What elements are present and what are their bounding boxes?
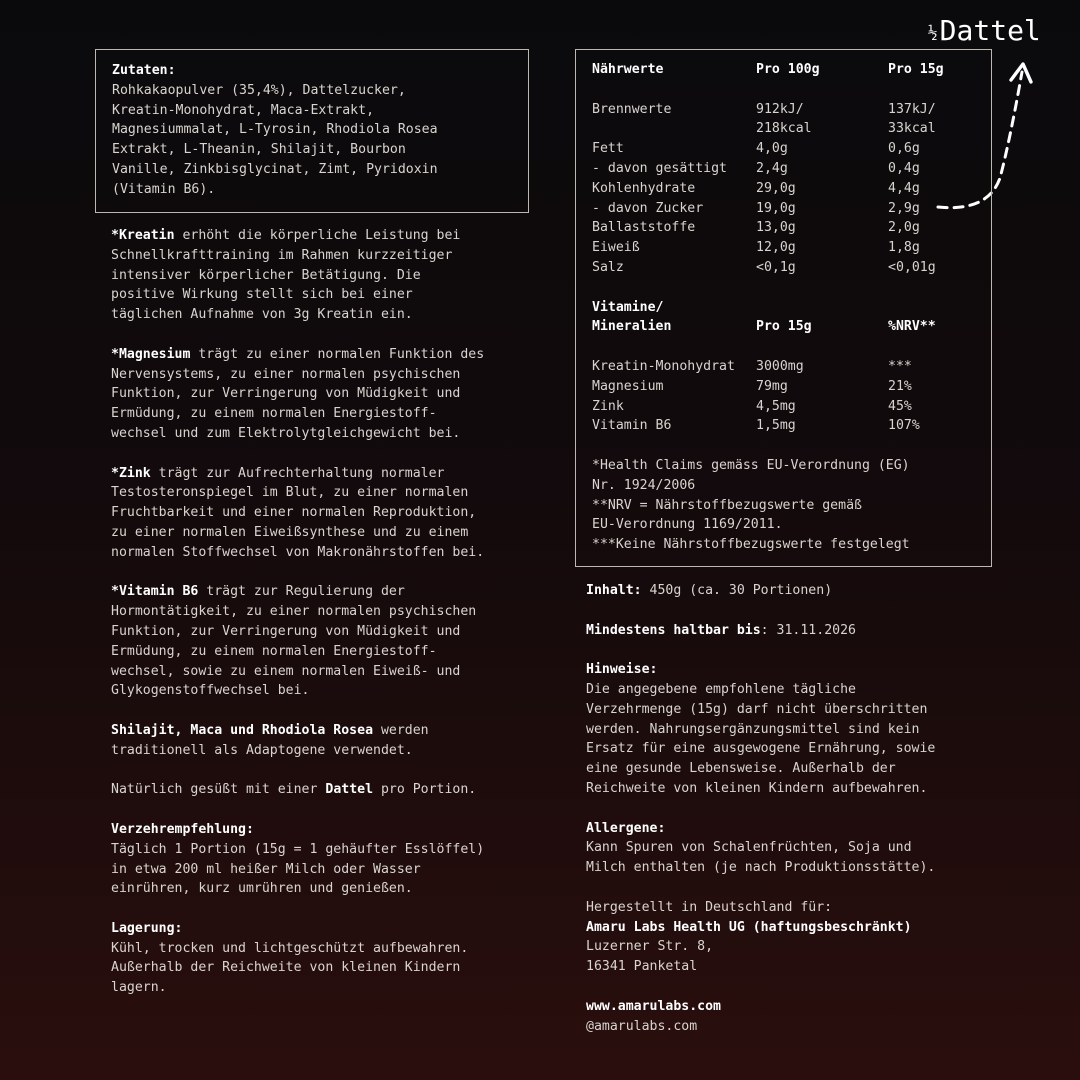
mindesthaltbarkeit: Mindestens haltbar bis: 31.11.2026 (586, 622, 856, 638)
footnote-line: *Health Claims gemäss EU-Verordnung (EG) (592, 457, 910, 473)
table-row: - davon gesättigt 2,4g 0,4g (592, 160, 920, 176)
nutrition-table (575, 49, 992, 567)
table-row: Ballaststoffe 13,0g 2,0g (592, 220, 920, 236)
claim-adaptogene: Shilajit, Maca und Rhodiola Rosea werden traditionell als Adaptogene verwendet. (111, 722, 429, 758)
table-row: Fett 4,0g 0,6g (592, 141, 920, 157)
hinweise: Hinweise: Die angegebene empfohlene tägliche Verzehrmenge (15g) darf nicht überschritten werden. Nahrungsergänzungsmittel sind kein Ersatz für eine ausgewogene Ernährung, sowie eine gesunde Lebensweise. Außerhalb der Reichweite von kleinen Kindern aufbewahren. (586, 662, 936, 796)
footnote-line: ***Keine Nährstoffbezugswerte festgelegt (592, 537, 910, 553)
contact (586, 997, 1006, 1037)
claim-kreatin: *Kreatin erhöht die körperliche Leistung bei Schnellkrafttraining im Rahmen kurzzeitiger intensiver körperlicher Betätigung. Die positive Wirkung stellt sich bei einer täglichen Aufnahme von 3g Kreatin ein. (111, 228, 461, 323)
ingredients-line: Rohkakaopulver (35,4%), Dattelzucker, (112, 82, 406, 98)
table-row: Vitamin B6 1,5mg 107% (592, 418, 920, 434)
ingredients-line: Magnesiummalat, L-Tyrosin, Rhodiola Rosea (112, 122, 438, 138)
table-row: Eiweiß 12,0g 1,8g (592, 240, 920, 256)
claim-zink: *Zink trägt zur Aufrechterhaltung normaler Testosteronspiegel im Blut, zu einer normalen Fruchtbarkeit und einer normalen Reproduktion, zu einer normalen Eiweißsynthese und zu einem normalen Stoffwechsel von Makronährstoffen bei. (111, 465, 485, 560)
claim-vitamin-b6: *Vitamin B6 trägt zur Regulierung der Hormontätigkeit, zu einer normalen psychischen Funktion, zur Verringerung von Müdigkeit und Ermüdung, zu einem normalen Energiestoff- wechsel, sowie zu einem normalen Eiweiß- und Glykogenstoffwechsel bei. (111, 584, 477, 699)
social-handle[interactable]: @amarulabs.com (586, 1018, 698, 1034)
table-row: 218kcal 33kcal (756, 121, 936, 137)
table-row: Brennwerte 912kJ/ 137kJ/ (592, 101, 936, 117)
badge-word: Dattel (939, 14, 1041, 47)
badge-fraction: ½ (928, 23, 938, 42)
verzehrempfehlung: Verzehrempfehlung: Täglich 1 Portion (15g = 1 gehäufter Esslöffel) in etwa 200 ml heißer Milch oder Wasser einrühren, kurz umrühren und genießen. (111, 821, 485, 897)
vitamin-header-row: Vitamine/ (592, 299, 664, 315)
claim-dattel: Natürlich gesüßt mit einer Dattel pro Portion. (111, 782, 477, 798)
inhalt: Inhalt: 450g (ca. 30 Portionen) (586, 583, 833, 598)
ingredients-line: Extrakt, L-Theanin, Shilajit, Bourbon (112, 142, 406, 158)
dattel-badge (928, 14, 1041, 48)
hersteller: Hergestellt in Deutschland für: Amaru Labs Health UG (haftungsbeschränkt) Luzerner Str. 8, 16341 Panketal (586, 899, 912, 975)
left-column (111, 226, 541, 1018)
ingredients-title: Zutaten: (112, 63, 176, 78)
ingredients-line: (Vitamin B6). (112, 181, 216, 197)
vitamin-header-row: Mineralien Pro 15g %NRV** (592, 319, 936, 335)
footnotes (592, 456, 991, 555)
footnote-line: EU-Verordnung 1169/2011. (592, 517, 783, 533)
right-column (586, 581, 1006, 1056)
ingredients-line: Kreatin-Monohydrat, Maca-Extrakt, (112, 102, 375, 118)
table-row: Magnesium 79mg 21% (592, 378, 912, 394)
footnote-line: Nr. 1924/2006 (592, 477, 696, 493)
allergene: Allergene: Kann Spuren von Schalenfrüchten, Soja und Milch enthalten (je nach Produktionsstätte). (586, 820, 936, 876)
table-row: Salz <0,1g <0,01g (592, 259, 936, 275)
nutrition-header-row: Nährwerte Pro 100g Pro 15g (592, 62, 944, 77)
lagerung: Lagerung: Kühl, trocken und lichtgeschützt aufbewahren. Außerhalb der Reichweite von kleinen Kindern lagern. (111, 920, 469, 996)
table-row: Kreatin-Monohydrat 3000mg *** (592, 358, 912, 374)
table-row: Zink 4,5mg 45% (592, 398, 912, 414)
table-row: - davon Zucker 19,0g 2,9g (592, 200, 920, 216)
ingredients-line: Vanille, Zinkbisglycinat, Zimt, Pyridoxin (112, 161, 438, 177)
table-row: Kohlenhydrate 29,0g 4,4g (592, 180, 920, 196)
footnote-line: **NRV = Nährstoffbezugswerte gemäß (592, 497, 862, 513)
claim-magnesium: *Magnesium trägt zu einer normalen Funktion des Nervensystems, zu einer normalen psychischen Funktion, zur Verringerung von Müdigkeit und Ermüdung, zu einem normalen Energiestoff- wechsel und zum Elektrolytgleichgewicht bei. (111, 346, 485, 441)
ingredients-box (95, 49, 529, 213)
website-link[interactable]: www.amarulabs.com (586, 998, 721, 1014)
